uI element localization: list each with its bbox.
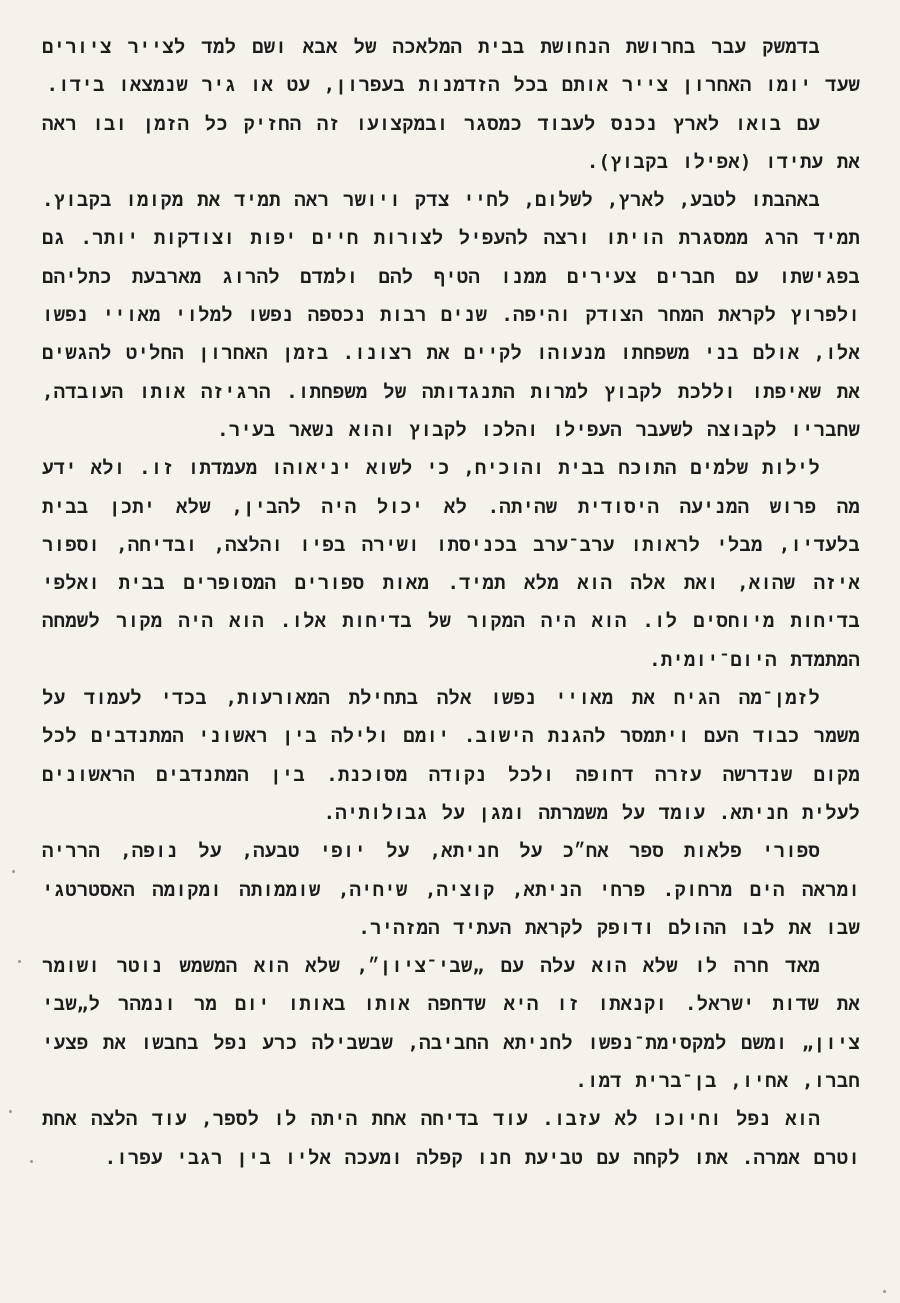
scan-speck xyxy=(30,1160,33,1163)
paragraph-8: הוא נפל וחיוכו לא עזבו. עוד בדיחה אחת היתה לו לספר, עוד הלצה אחת וטרם אמרה. אתו לקחה עם טביעת חנו קפלה ומעכה אליו בין רגבי עפרו. xyxy=(42,1108,860,1169)
paragraph-1: בדמשק עבר בחרושת הנחושת בבית המלאכה של אבא ושם למד לצייר ציורים שעד יומו האחרון צייר אותם בכל הזדמנות בעפרון, עט או גיר שנמצאו בידו. xyxy=(42,36,860,97)
paragraph-5: לזמן־מה הגיח את מאויי נפשו אלה בתחילת המאורעות, בכדי לעמוד על משמר כבוד העם ויתמסר להגנת הישוב. יומם ולילה בין ראשוני המתנדבים לכל מקום שנדרשה עזרה דחופה ולכל נקודה מסוכנת. בין המתנדבים הראשונים לעלית חניתא. עומד על משמרתה ומגן על גבולותיה. xyxy=(42,687,860,824)
paragraph-2: עם בואו לארץ נכנס לעבוד כמסגר ובמקצועו זה החזיק כל הזמן ובו ראה את עתידו (אפילו בקבוץ). xyxy=(42,112,860,173)
paragraph-3: באהבתו לטבע, לארץ, לשלום, לחיי צדק ויושר ראה תמיד את מקומו בקבוץ. תמיד הרג ממסגרת הויתו ורצה להעפיל לצורות חיים יפות וצודקות יותר. גם בפגישתו עם חברים צעירים ממנו הטיף להם ולמדם להרוג מארבעת כתליהם ולפרוץ לקראת המחר הצודק והיפה. שנים רבות נכספה נפשו למלוי מאויי נפשו אלו, אולם בני משפחתו מנעוהו לקיים את רצונו. בזמן האחרון החליט להגשים את שאיפתו וללכת לקבוץ למרות התנגדותה של משפחתו. הרגיזה אותו העובדה, שחבריו לקבוצה לשעבר העפילו והלכו לקבוץ והוא נשאר בעיר. xyxy=(42,189,860,441)
paragraph-7: מאד חרה לו שלא הוא עלה עם „שבי־ציון״, שלא הוא המשמש נוטר ושומר את שדות ישראל. וקנאתו זו היא שדחפה אותו באותו יום מר ונמהר ל„שבי ציון„ ומשם למקסימת־נפשו לחניתא החביבה, שבשבילה כרע נפל בחבשו את פצעי חברו, אחיו, בן־ברית דמו. xyxy=(42,955,860,1093)
scan-speck xyxy=(18,960,21,963)
paragraph-4: לילות שלמים התוכח בבית והוכיח, כי לשוא יניאוהו מעמדתו זו. ולא ידע מה פרוש המניעה היסודית שהיתה. לא יכול היה להבין, שלא יתכן בבית בלעדיו, מבלי לראותו ערב־ערב בכניסתו ושירה בפיו והלצה, ובדיחה, וספור איזה שהוא, ואת אלה הוא מלא תמיד. מאות ספורים המסופרים בבית ואלפי בדיחות מיוחסים לו. הוא היה המקור של בדיחות אלו. הוא היה מקור לשמחה המתמדת היום־יומית. xyxy=(42,457,860,671)
scan-speck xyxy=(883,1290,886,1293)
paragraph-6: ספורי פלאות ספר אח״כ על חניתא, על יופי טבעה, על נופה, הרריה ומראה הים מרחוק. פרחי הניתא, קוציה, שיחיה, שוממותה ומקומה האסטרטגי שבו את לבו ההולם ודופק לקראת העתיד המזהיר. xyxy=(42,840,860,939)
scan-speck xyxy=(9,1110,12,1113)
scan-speck xyxy=(12,870,15,873)
document-body xyxy=(42,28,860,1177)
